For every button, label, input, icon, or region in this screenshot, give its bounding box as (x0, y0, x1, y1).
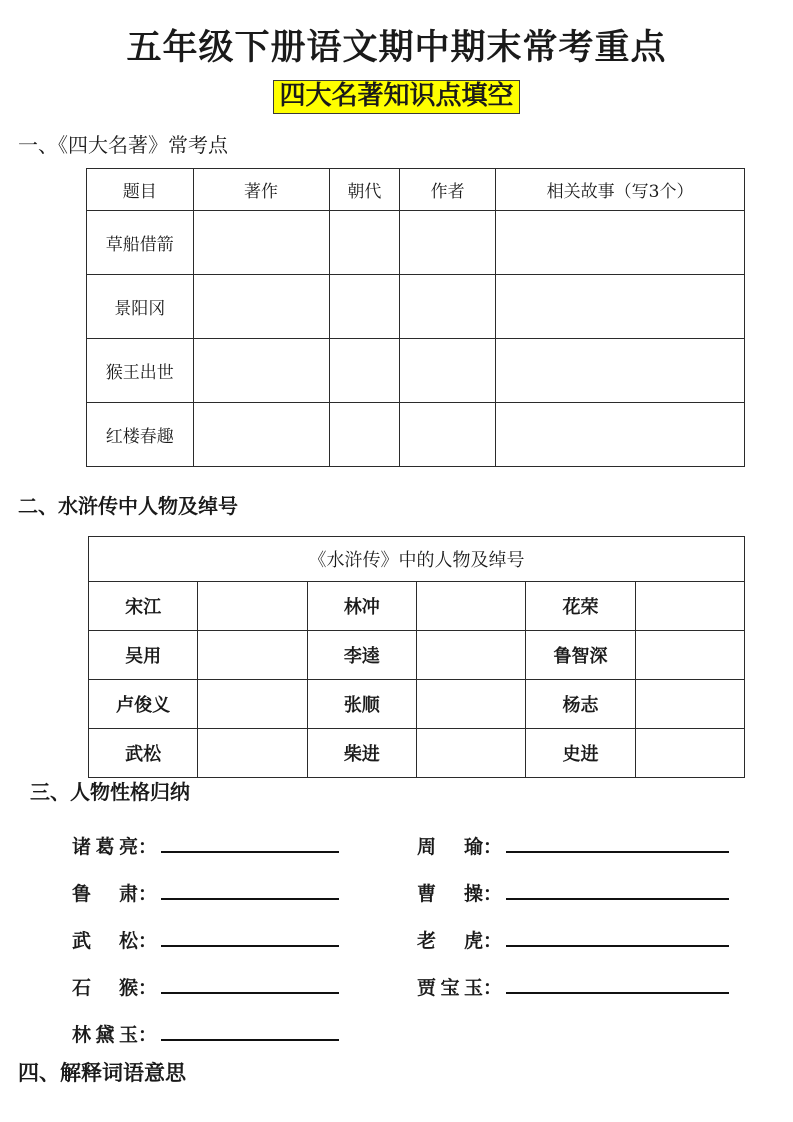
column-header-author: 作者 (400, 169, 496, 211)
blank-label: 林黛玉 (72, 1024, 138, 1046)
blank-item-wusong (72, 926, 339, 953)
cell-character-nickname[interactable] (198, 729, 307, 778)
page-subtitle-highlighted: 四大名著知识点填空 (273, 80, 519, 114)
cell-stories[interactable] (496, 403, 745, 467)
section-heading-three: 三、人物性格归纳 (30, 780, 190, 804)
blank-input-line[interactable] (161, 898, 339, 900)
blank-input-line[interactable] (506, 992, 729, 994)
blank-item-jiabaoyu (417, 973, 729, 1000)
cell-author[interactable] (400, 403, 496, 467)
cell-character-name: 张顺 (307, 680, 416, 729)
table-four-great-classics (86, 168, 745, 467)
cell-character-name: 柴进 (307, 729, 416, 778)
blank-item-lusu (72, 879, 339, 906)
cell-work[interactable] (193, 339, 329, 403)
colon: ： (138, 930, 158, 952)
blank-item-zhugeliang (72, 832, 339, 859)
column-header-dynasty: 朝代 (329, 169, 400, 211)
table-caption: 《水浒传》中的人物及绰号 (89, 537, 745, 582)
cell-dynasty[interactable] (329, 403, 400, 467)
cell-character-nickname[interactable] (416, 631, 525, 680)
colon: ： (483, 977, 503, 999)
column-header-title: 题目 (87, 169, 194, 211)
blank-label: 武 松 (72, 930, 138, 952)
colon: ： (138, 977, 158, 999)
blank-item-shihou (72, 973, 339, 1000)
cell-dynasty[interactable] (329, 211, 400, 275)
table-row (87, 339, 745, 403)
blank-label: 老 虎 (417, 930, 483, 952)
cell-character-name: 武松 (89, 729, 198, 778)
blank-label: 诸葛亮 (72, 836, 138, 858)
table-row (89, 680, 745, 729)
column-header-stories: 相关故事（写3个） (496, 169, 745, 211)
cell-stories[interactable] (496, 275, 745, 339)
cell-character-name: 李逵 (307, 631, 416, 680)
colon: ： (138, 836, 158, 858)
cell-character-name: 宋江 (89, 582, 198, 631)
cell-author[interactable] (400, 339, 496, 403)
table-body (87, 211, 745, 467)
table-row (87, 275, 745, 339)
cell-character-nickname[interactable] (416, 680, 525, 729)
cell-character-nickname[interactable] (198, 631, 307, 680)
blank-item-laohu (417, 926, 729, 953)
cell-work[interactable] (193, 275, 329, 339)
cell-character-name: 鲁智深 (526, 631, 635, 680)
cell-character-name: 吴用 (89, 631, 198, 680)
cell-story-title: 草船借箭 (87, 211, 194, 275)
column-header-work: 著作 (193, 169, 329, 211)
blank-item-caocao (417, 879, 729, 906)
blank-input-line[interactable] (161, 851, 339, 853)
blank-label: 周 瑜 (417, 836, 483, 858)
cell-character-name: 史进 (526, 729, 635, 778)
table-row (89, 582, 745, 631)
blank-label: 曹 操 (417, 883, 483, 905)
cell-story-title: 猴王出世 (87, 339, 194, 403)
cell-stories[interactable] (496, 339, 745, 403)
cell-author[interactable] (400, 275, 496, 339)
table-water-margin-nicknames (88, 536, 745, 778)
table-body (89, 537, 745, 778)
table-header-row (87, 169, 745, 211)
table-row (87, 211, 745, 275)
cell-character-nickname[interactable] (198, 680, 307, 729)
cell-character-nickname[interactable] (416, 729, 525, 778)
cell-character-nickname[interactable] (635, 680, 744, 729)
cell-character-name: 杨志 (526, 680, 635, 729)
table-row (89, 729, 745, 778)
colon: ： (483, 930, 503, 952)
cell-story-title: 景阳冈 (87, 275, 194, 339)
blank-input-line[interactable] (161, 1039, 339, 1041)
cell-dynasty[interactable] (329, 275, 400, 339)
blank-input-line[interactable] (506, 851, 729, 853)
cell-character-name: 林冲 (307, 582, 416, 631)
cell-dynasty[interactable] (329, 339, 400, 403)
blank-item-lindaiyu (72, 1020, 339, 1047)
blank-label: 贾宝玉 (417, 977, 483, 999)
blank-input-line[interactable] (161, 945, 339, 947)
cell-author[interactable] (400, 211, 496, 275)
subtitle-container (0, 80, 793, 114)
blank-label: 石 猴 (72, 977, 138, 999)
table-row (89, 631, 745, 680)
blank-input-line[interactable] (506, 898, 729, 900)
page-title: 五年级下册语文期中期末常考重点 (126, 27, 667, 68)
blank-label: 鲁 肃 (72, 883, 138, 905)
blank-input-line[interactable] (161, 992, 339, 994)
colon: ： (138, 1024, 158, 1046)
cell-work[interactable] (193, 403, 329, 467)
cell-character-nickname[interactable] (635, 631, 744, 680)
cell-character-name: 花荣 (526, 582, 635, 631)
colon: ： (483, 883, 503, 905)
cell-character-name: 卢俊义 (89, 680, 198, 729)
cell-character-nickname[interactable] (635, 729, 744, 778)
table-row (87, 403, 745, 467)
cell-character-nickname[interactable] (416, 582, 525, 631)
section-heading-two: 二、水浒传中人物及绰号 (18, 494, 238, 518)
colon: ： (138, 883, 158, 905)
blank-input-line[interactable] (506, 945, 729, 947)
colon: ： (483, 836, 503, 858)
cell-work[interactable] (193, 211, 329, 275)
cell-character-nickname[interactable] (635, 582, 744, 631)
cell-character-nickname[interactable] (198, 582, 307, 631)
cell-story-title: 红楼春趣 (87, 403, 194, 467)
section-heading-four: 四、解释词语意思 (18, 1060, 186, 1085)
cell-stories[interactable] (496, 211, 745, 275)
section-heading-one: 一、《四大名著》常考点 (18, 133, 228, 157)
blank-item-zhouyu (417, 832, 729, 859)
table-caption-row (89, 537, 745, 582)
table-header-group (87, 169, 745, 211)
